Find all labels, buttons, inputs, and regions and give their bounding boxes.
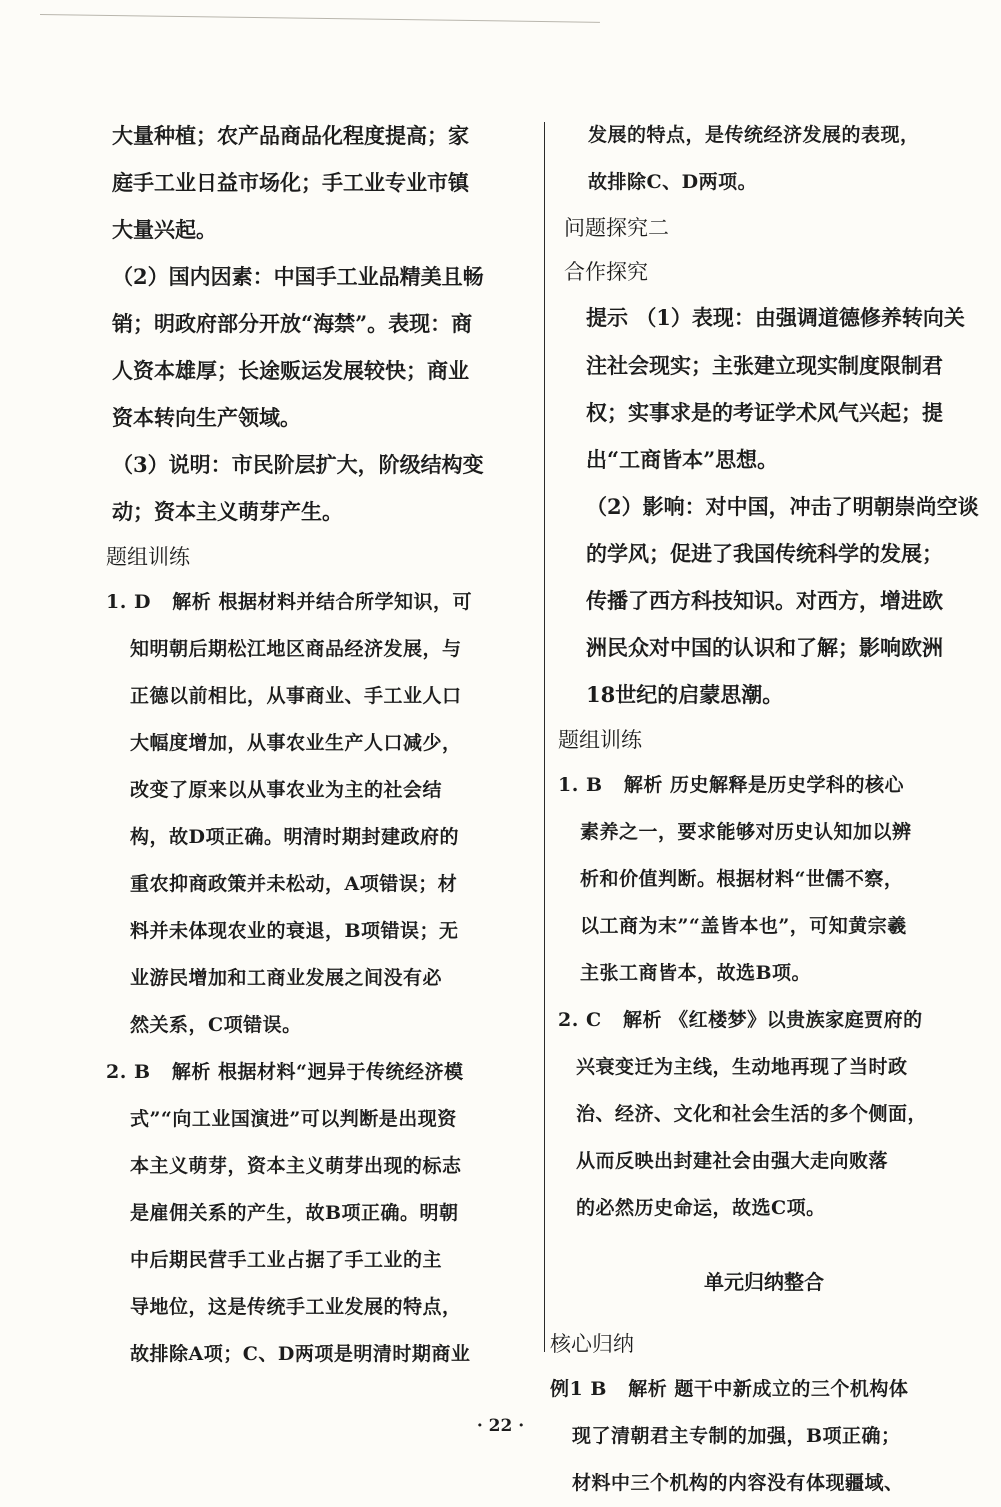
text-line: 从而反映出封建社会由强大走向败落	[576, 1150, 889, 1172]
page-number: · 22 ·	[476, 1416, 525, 1436]
section-title: 题组训练	[558, 728, 642, 752]
text-line: 素养之一，要求能够对历史认知加以辨	[580, 821, 912, 843]
text-line: 以工商为末”“盖皆本也”，可知黄宗羲	[580, 915, 907, 937]
text-line: 故排除A项；C、D两项是明清时期商业	[130, 1343, 471, 1365]
text-line: 然关系，C项错误。	[130, 1014, 302, 1036]
text-line: 题干中新成立的三个机构体	[674, 1378, 909, 1400]
hint-keyword: 提示	[586, 306, 628, 330]
text-line: 导地位，这是传统手工业发展的特点，	[130, 1296, 462, 1318]
text-line: 传播了西方科技知识。对西方，增进欧	[586, 588, 943, 613]
text-line: 大幅度增加，从事农业生产人口减少，	[130, 732, 462, 754]
text-line: 权；实事求是的考证学术风气兴起；提	[586, 400, 943, 425]
text-line: 庭手工业日益市场化；手工业专业市镇	[112, 170, 469, 195]
example-1-explanation	[550, 1366, 970, 1507]
analysis-keyword: 解析	[622, 1009, 662, 1031]
hint-first-line	[586, 294, 970, 342]
text-line: 发展的特点，是传统经济发展的表现，	[588, 124, 920, 146]
question-2-explanation	[558, 997, 970, 1232]
scan-edge-line	[40, 14, 600, 23]
text-line: （2）国内因素：中国手工业品精美且畅	[112, 264, 484, 289]
text-line: （2）影响：对中国，冲击了明朝崇尚空谈	[586, 494, 979, 519]
text-line: 料并未体现农业的衰退，B项错误；无	[130, 920, 459, 942]
text-line: 大量兴起。	[112, 217, 217, 242]
unit-summary-title: 单元归纳整合	[704, 1270, 824, 1294]
column-divider	[544, 122, 545, 1352]
answer-label: 1. B	[558, 774, 603, 796]
answer-label: 2. C	[558, 1009, 602, 1031]
text-line: 现了清朝君主专制的加强，B项正确；	[572, 1425, 901, 1447]
text-line: 故排除C、D两项。	[588, 171, 758, 193]
section-title: 核心归纳	[550, 1332, 634, 1356]
question-1-explanation	[106, 579, 532, 1049]
text-line: 兴衰变迁为主线，生动地再现了当时政	[576, 1056, 908, 1078]
text-line: 洲民众对中国的认识和了解；影响欧洲	[586, 635, 943, 660]
text-line: 销；明政府部分开放“海禁”。表现：商	[112, 311, 473, 336]
text-line: 改变了原来以从事农业为主的社会结	[130, 779, 443, 801]
text-line: 资本转向生产领域。	[112, 405, 301, 430]
question-first-line	[106, 579, 532, 626]
text-line: 《红楼梦》以贵族家庭贾府的	[669, 1009, 923, 1031]
text-line: （3）说明：市民阶层扩大，阶级结构变	[112, 452, 484, 477]
answer-label: 1. D	[106, 591, 151, 613]
text-line: 动；资本主义萌芽产生。	[112, 499, 343, 524]
section-title: 问题探究二	[564, 216, 669, 240]
analysis-keyword: 解析	[623, 774, 663, 796]
analysis-keyword: 解析	[628, 1378, 668, 1400]
text-line: 知明朝后期松江地区商品经济发展，与	[130, 638, 462, 660]
text-line: 18世纪的启蒙思潮。	[586, 682, 784, 707]
question-first-line	[558, 762, 970, 809]
question-first-line	[558, 997, 970, 1044]
question-2-explanation	[106, 1049, 532, 1378]
text-line: （1）表现：由强调道德修养转向关	[635, 305, 965, 330]
text-line: 出“工商皆本”思想。	[586, 447, 779, 472]
text-line: 正德以前相比，从事商业、手工业人口	[130, 685, 462, 707]
text-line: 注社会现实；主张建立现实制度限制君	[586, 353, 943, 378]
text-line: 大量种植；农产品商品化程度提高；家	[112, 123, 469, 148]
text-line: 式”“向工业国演进”可以判断是出现资	[130, 1108, 457, 1130]
left-column	[106, 112, 532, 1378]
analysis-keyword: 解析	[172, 591, 212, 613]
text-line: 人资本雄厚；长途贩运发展较快；商业	[112, 358, 469, 383]
text-line: 本主义萌芽，资本主义萌芽出现的标志	[130, 1155, 462, 1177]
text-line: 根据材料并结合所学知识，可	[218, 591, 472, 613]
text-line: 的必然历史命运，故选C项。	[576, 1197, 826, 1219]
subsection-title: 合作探究	[564, 260, 648, 284]
hint-block	[586, 294, 979, 718]
text-line: 业游民增加和工商业发展之间没有必	[130, 967, 443, 989]
right-column	[550, 112, 979, 1507]
text-line: 根据材料“迥异于传统经济模	[218, 1061, 464, 1083]
text-line: 治、经济、文化和社会生活的多个侧面，	[576, 1103, 928, 1125]
text-line: 析和价值判断。根据材料“世儒不察，	[580, 868, 904, 890]
spacer	[558, 1232, 970, 1260]
intro-answer-block	[112, 112, 532, 535]
text-line: 构，故D项正确。明清时期封建政府的	[130, 826, 459, 848]
question-first-line	[106, 1049, 532, 1096]
text-line: 中后期民营手工业占据了手工业的主	[130, 1249, 443, 1271]
section-title: 题组训练	[106, 545, 190, 569]
text-line: 的学风；促进了我国传统科学的发展；	[586, 541, 943, 566]
question-first-line	[550, 1366, 970, 1413]
answer-label: 2. B	[106, 1061, 151, 1083]
analysis-keyword: 解析	[171, 1061, 211, 1083]
answer-label: 例1 B	[550, 1378, 607, 1400]
text-line: 历史解释是历史学科的核心	[670, 774, 905, 796]
text-line: 重农抑商政策并未松动，A项错误；材	[130, 873, 458, 895]
text-line: 是雇佣关系的产生，故B项正确。明朝	[130, 1202, 459, 1224]
question-1-explanation	[558, 762, 970, 997]
text-line: 材料中三个机构的内容没有体现疆域、	[572, 1472, 904, 1494]
text-line: 主张工商皆本，故选B项。	[580, 962, 812, 984]
spacer	[558, 1304, 970, 1322]
continued-explanation	[588, 112, 970, 206]
